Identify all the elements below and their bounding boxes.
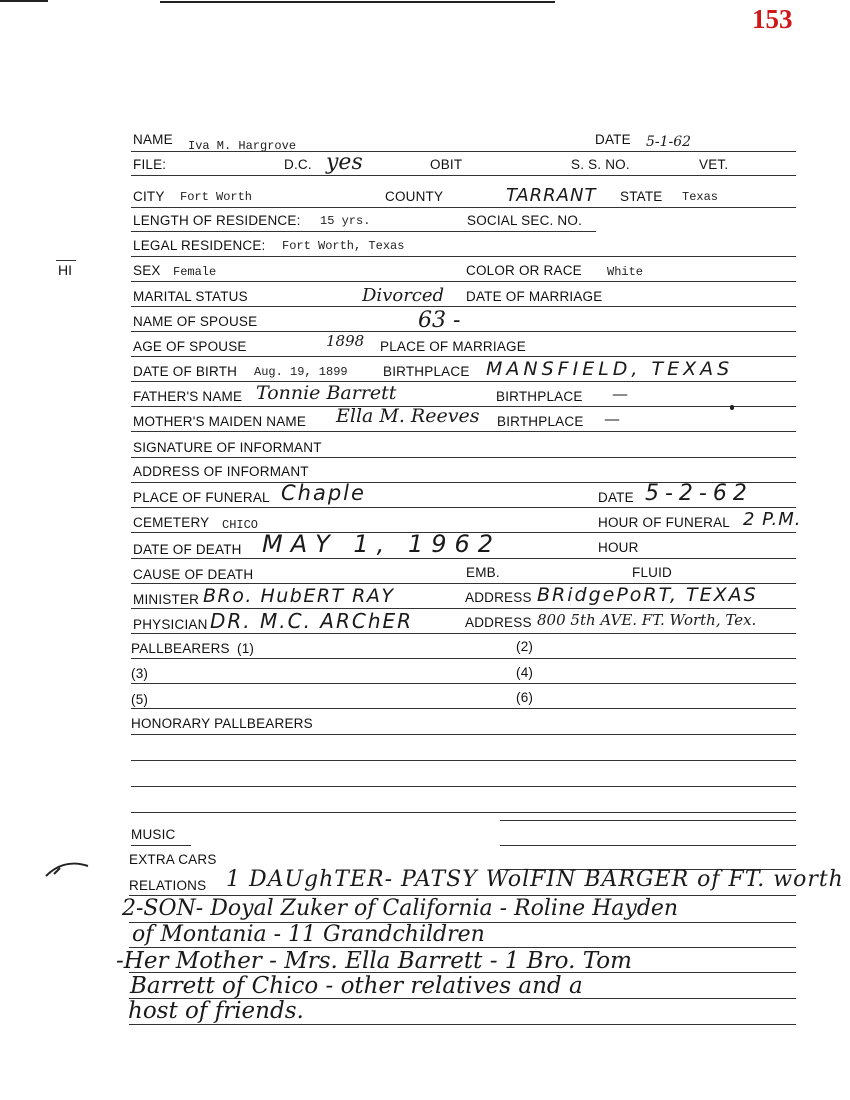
minister-label: MINISTER [133,592,200,607]
mother-value: Ella M. Reeves [336,405,480,427]
name-value: Iva M. Hargrove [188,139,297,153]
length-value: 15 yrs. [320,214,371,228]
pallbearer-4: (4) [516,665,534,680]
rule-spouse [131,331,796,332]
sex-label: SEX [133,263,161,278]
extra-cars-label: EXTRA CARS [129,852,217,867]
date-marriage-label: DATE OF MARRIAGE [466,289,603,304]
rule-honorary-1 [131,734,796,735]
spouse-label: NAME OF SPOUSE [133,314,258,329]
place-marriage-label: PLACE OF MARRIAGE [380,339,526,354]
dc-value: yes [326,150,363,175]
pallbearer-5: (5) [131,692,149,707]
pallbearer-1: (1) [237,641,255,656]
mother-label: MOTHER'S MAIDEN NAME [133,414,307,429]
rule-pall-2 [131,683,796,684]
state-label: STATE [620,189,663,204]
physician-value: DR. M.C. ARChER [210,609,414,633]
ink-dot [730,405,734,410]
funeral-date-value: 5-2-62 [645,481,753,506]
social-label: SOCIAL SEC. NO. [467,213,583,228]
honorary-label: HONORARY PALLBEARERS [131,716,313,731]
rule-music-right-1 [500,820,796,821]
dob-value: Aug. 19, 1899 [254,365,348,379]
date-value: 5-1-62 [646,134,692,150]
pallbearer-2: (2) [516,639,534,654]
father-value: Tonnie Barrett [256,382,397,404]
rule-pall-1 [131,658,796,659]
relations-label: RELATIONS [129,878,207,893]
rule-signature [131,457,796,458]
rule-name [131,151,796,152]
rule-place-funeral [131,507,796,508]
mother-birthplace-label: BIRTHPLACE [497,414,584,429]
place-funeral-value: Chaple [281,481,366,505]
color-label: COLOR OR RACE [466,263,582,278]
fluid-label: FLUID [632,565,673,580]
dc-label: D.C. [284,157,312,172]
death-date-value: MAY 1, 1962 [262,530,502,558]
top-border-right [160,1,555,3]
funeral-date-label: DATE [598,490,634,505]
color-value: White [607,265,644,279]
rule-honorary-4 [131,812,796,813]
hour-funeral-label: HOUR OF FUNERAL [598,515,731,530]
mother-birthplace-value: — [604,409,620,428]
length-label: LENGTH OF RESIDENCE: [133,213,301,228]
cemetery-label: CEMETERY [133,515,210,530]
page-number: 153 [752,4,793,34]
hour-funeral-value: 2 P.M. [743,509,802,530]
physician-address-value: 800 5th AVE. FT. Worth, Tex. [537,611,757,629]
marital-value: Divorced [362,285,445,306]
physician-address-label: ADDRESS [465,615,532,630]
county-label: COUNTY [385,189,444,204]
emb-label: EMB. [466,565,500,580]
relations-line-6: host of friends. [128,998,304,1024]
rule-physician [131,633,796,634]
obit-label: OBIT [430,157,463,172]
place-funeral-label: PLACE OF FUNERAL [133,490,270,505]
music-label: MUSIC [131,827,176,842]
margin-note: HI [58,262,72,278]
father-label: FATHER'S NAME [133,389,243,404]
pallbearer-3: (3) [131,666,149,681]
relations-line-1: 1 DAUghTER- PATSY WolFIN BARGER of FT. worth [226,867,844,892]
age-spouse-label: AGE OF SPOUSE [133,339,247,354]
spouse-note: 63 - [418,308,461,333]
rule-honorary-3 [131,786,796,787]
minister-address-label: ADDRESS [465,590,532,605]
rule-death-date [131,558,796,559]
rule-file [131,175,796,176]
birthplace-label: BIRTHPLACE [383,364,470,379]
rule-mother [131,431,796,432]
date-label: DATE [595,132,631,147]
rule-sex [131,281,796,282]
rule-music [131,845,191,846]
vet-label: VET. [699,157,729,172]
relations-line-2: 2-SON- Doyal Zuker of California - Roline Hayden [122,896,679,921]
minister-value: BRo. HubERT RAY [203,585,395,607]
margin-pen-mark [42,858,92,882]
relations-line-4: -Her Mother - Mrs. Ella Barrett - 1 Bro. Tom [116,948,632,974]
death-hour-label: HOUR [598,540,639,555]
state-value: Texas [682,190,719,204]
legal-label: LEGAL RESIDENCE: [133,238,266,253]
city-value: Fort Worth [180,190,253,204]
county-value: TARRANT [506,185,597,206]
minister-address-value: BRidgePoRT, TEXAS [537,584,758,606]
rule-pall-3 [131,708,796,709]
rule-marital [131,306,796,307]
signature-label: SIGNATURE OF INFORMANT [133,440,322,455]
birthplace-value: MANSFIELD, TEXAS [486,358,734,380]
rule-city [131,207,796,208]
city-label: CITY [133,189,165,204]
file-label: FILE: [133,157,167,172]
dob-label: DATE OF BIRTH [133,364,238,379]
ssno-label: S. S. NO. [571,157,630,172]
name-label: NAME [133,132,173,147]
rule-legal [131,256,796,257]
father-birthplace-value: — [612,384,628,403]
rule-honorary-2 [131,760,796,761]
top-border-left [0,0,48,2]
pallbearer-6: (6) [516,690,534,705]
rule-age-spouse [131,356,796,357]
address-informant-label: ADDRESS OF INFORMANT [133,464,309,479]
physician-label: PHYSICIAN [133,617,208,632]
pallbearers-label: PALLBEARERS [131,641,230,656]
rule-dob [131,381,796,382]
rule-length [131,231,596,232]
father-birthplace-label: BIRTHPLACE [496,389,583,404]
death-date-label: DATE OF DEATH [133,542,242,557]
cause-label: CAUSE OF DEATH [133,567,254,582]
cemetery-value: CHICO [222,518,259,532]
sex-value: Female [173,265,217,279]
relations-line-3: of Montania - 11 Grandchildren [132,922,485,947]
marital-label: MARITAL STATUS [133,289,248,304]
relations-line-5: Barrett of Chico - other relatives and a [130,973,583,999]
dob-correction: 1898 [326,332,365,350]
margin-note-overline [56,260,76,261]
rule-music-right-2 [500,845,796,846]
rule-relations-6 [129,1024,796,1025]
legal-value: Fort Worth, Texas [282,239,405,253]
